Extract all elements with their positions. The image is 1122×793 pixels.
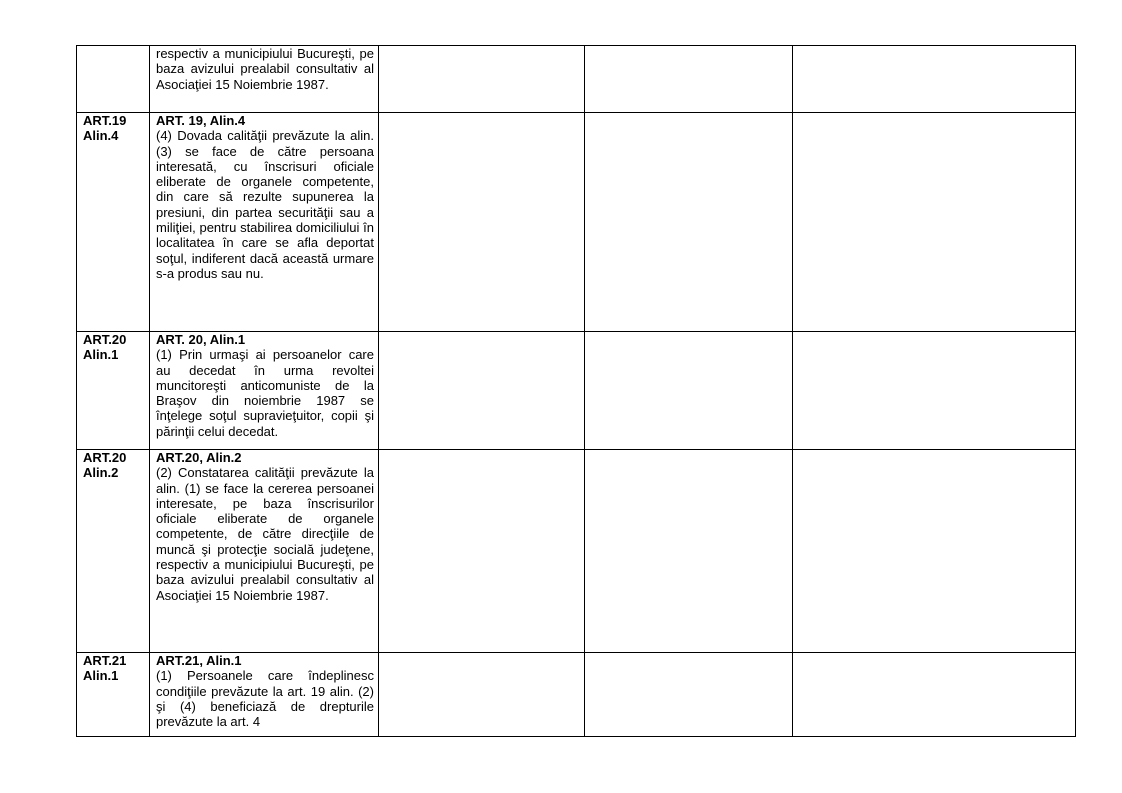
table-row <box>77 450 1076 653</box>
table-row <box>77 653 1076 737</box>
article-text-cell <box>150 332 379 450</box>
article-heading: ART.20, Alin.2 <box>156 450 242 465</box>
paragraph-ref: Alin.2 <box>83 465 119 481</box>
article-ref: ART.19 <box>83 113 127 128</box>
empty-cell <box>793 653 1076 737</box>
empty-cell <box>379 46 585 113</box>
empty-cell <box>793 450 1076 653</box>
empty-cell <box>793 113 1076 332</box>
article-heading: ART.21, Alin.1 <box>156 653 242 668</box>
article-ref: ART.21 <box>83 653 127 668</box>
table-row <box>77 113 1076 332</box>
empty-cell <box>379 332 585 450</box>
article-ref: ART.20 <box>83 450 127 465</box>
empty-cell <box>379 450 585 653</box>
empty-cell <box>793 46 1076 113</box>
legislation-table <box>76 45 1076 737</box>
empty-cell <box>585 450 793 653</box>
article-ref-cell <box>77 46 150 113</box>
article-text-cell <box>150 450 379 653</box>
empty-cell <box>585 332 793 450</box>
article-heading: ART. 20, Alin.1 <box>156 332 246 347</box>
article-text: (1) Persoanele care îndeplinesc condiţiile prevăzute la art. 19 alin. (2) şi (4) beneficiază de drepturile prevăzute la art. 4 <box>156 668 374 730</box>
article-ref: ART.20 <box>83 332 127 347</box>
article-heading: ART. 19, Alin.4 <box>156 113 246 128</box>
article-text-cell <box>150 113 379 332</box>
article-text-cell <box>150 653 379 737</box>
article-ref-cell <box>77 332 150 450</box>
article-text: (1) Prin urmaşi ai persoanelor care au decedat în urma revoltei muncitoreşti anticomuniste de la Braşov din noiembrie 1987 se înţelege soţul supravieţuitor, copii şi părinţii celui decedat. <box>156 347 374 439</box>
article-ref-cell <box>77 450 150 653</box>
article-text: respectiv a municipiului Bucureşti, pe baza avizului prealabil consultativ al Asociaţiei 15 Noiembrie 1987. <box>156 46 374 92</box>
table-row <box>77 332 1076 450</box>
empty-cell <box>793 332 1076 450</box>
table-row <box>77 46 1076 113</box>
paragraph-ref: Alin.1 <box>83 668 119 684</box>
article-text-cell <box>150 46 379 113</box>
article-text: (2) Constatarea calităţii prevăzute la alin. (1) se face la cererea persoanei interesate, pe baza înscrisurilor oficiale eliberate de organele competente, de către direcţiile de muncă şi protecţie socială judeţene, respectiv a municipiului Bucureşti, pe baza avizului prealabil consultativ al Asociaţiei 15 Noiembrie 1987. <box>156 465 374 603</box>
empty-cell <box>585 113 793 332</box>
empty-cell <box>585 46 793 113</box>
paragraph-ref: Alin.1 <box>83 347 119 363</box>
empty-cell <box>585 653 793 737</box>
empty-cell <box>379 113 585 332</box>
empty-cell <box>379 653 585 737</box>
article-text: (4) Dovada calităţii prevăzute la alin. (3) se face de către persoana interesată, cu înscrisuri oficiale eliberate de organele competente, din care să rezulte supunerea la presiuni, din partea securităţii sau a miliţiei, pentru stabilirea domiciliului în localitatea în care se afla deportat soţul, indiferent dacă această urmare s-a produs sau nu. <box>156 128 374 281</box>
paragraph-ref: Alin.4 <box>83 128 119 144</box>
article-ref-cell <box>77 653 150 737</box>
article-ref-cell <box>77 113 150 332</box>
